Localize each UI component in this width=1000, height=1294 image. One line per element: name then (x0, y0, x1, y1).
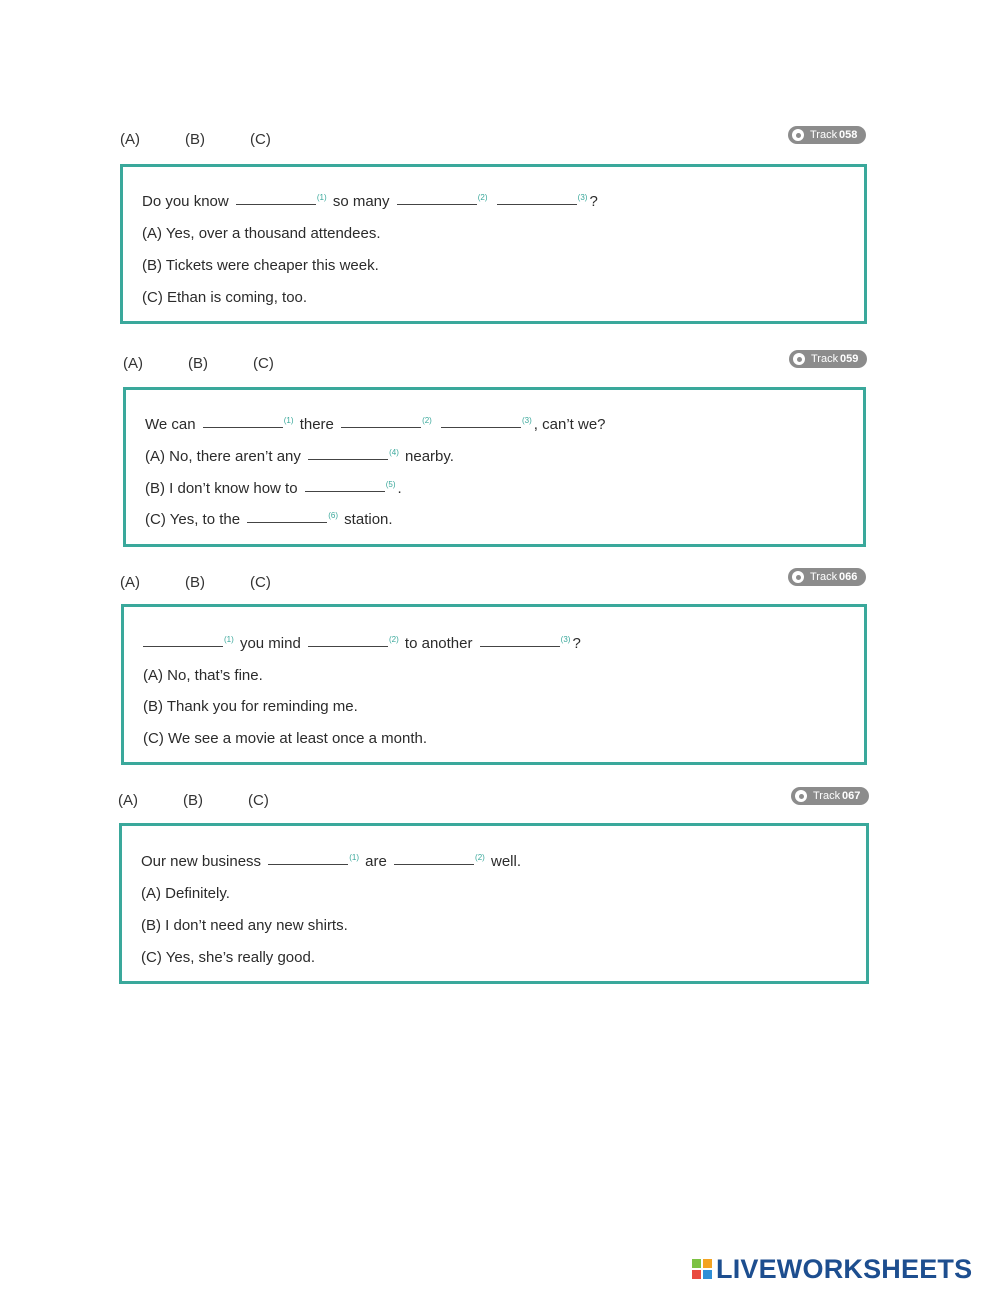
option-text: (A) No, there aren’t any (145, 448, 306, 465)
option-a-q4: (A) Definitely. (141, 885, 230, 902)
stem-text: , can’t we? (533, 416, 606, 433)
blank-field-3[interactable] (480, 645, 560, 647)
track-label: Track (810, 129, 838, 141)
blank-number: (1) (283, 416, 294, 425)
blank-field-1[interactable] (203, 426, 283, 428)
choice-a-q1[interactable]: (A) (120, 131, 140, 148)
track-badge-q2 (789, 350, 867, 368)
blank-field-1[interactable] (268, 863, 348, 865)
audio-disc-icon (793, 353, 805, 365)
track-label: Track (810, 571, 838, 583)
blank-field-1[interactable] (143, 645, 223, 647)
choice-b-q3[interactable]: (B) (185, 574, 205, 591)
question-box-q2 (123, 387, 866, 547)
blank-field-5[interactable] (305, 490, 385, 492)
option-b-q2 (145, 480, 402, 497)
track-number: 059 (840, 353, 859, 365)
blank-field-2[interactable] (394, 863, 474, 865)
stem-text: ? (572, 635, 581, 652)
choice-a-q3[interactable]: (A) (120, 574, 140, 591)
answer-choices-q3 (120, 574, 320, 598)
track-number: 058 (839, 129, 858, 141)
track-badge-q3 (788, 568, 866, 586)
stem-text: ? (589, 193, 598, 210)
question-box-q3 (121, 604, 867, 765)
blank-number: (1) (316, 193, 327, 202)
choice-c-q1[interactable]: (C) (250, 131, 271, 148)
blank-number: (1) (349, 853, 360, 862)
blank-field-3[interactable] (497, 203, 577, 205)
option-b-q4: (B) I don’t need any new shirts. (141, 917, 348, 934)
stem-text: Our new business (141, 853, 266, 870)
stem-text: so many (328, 193, 394, 210)
blank-number: (2) (422, 416, 432, 425)
logo-wordmark: LIVEWORKSHEETS (716, 1254, 973, 1284)
stem-text: there (295, 416, 339, 433)
live-grid-icon (692, 1259, 712, 1279)
blank-number: (6) (328, 511, 339, 520)
option-c-q2 (145, 511, 393, 528)
option-c-q4: (C) Yes, she’s really good. (141, 949, 315, 966)
option-c-q3: (C) We see a movie at least once a month. (143, 730, 428, 747)
stem-text: We can (145, 416, 200, 433)
choice-c-q3[interactable]: (C) (250, 574, 271, 591)
question-stem-q3 (143, 635, 581, 652)
question-stem-q1 (142, 193, 598, 210)
track-label: Track (813, 790, 841, 802)
blank-field-4[interactable] (308, 458, 388, 460)
blank-number: (2) (388, 635, 399, 644)
question-stem-q2 (145, 416, 606, 433)
blank-field-2[interactable] (397, 203, 477, 205)
audio-disc-icon (792, 129, 804, 141)
blank-number: (2) (477, 193, 488, 202)
stem-text (434, 416, 438, 433)
option-a-q1: (A) Yes, over a thousand attendees. (142, 225, 381, 242)
option-a-q2 (145, 448, 454, 465)
question-box-q1 (120, 164, 867, 324)
option-text: . (397, 480, 402, 497)
option-b-q1: (B) Tickets were cheaper this week. (142, 257, 379, 274)
blank-field-2[interactable] (308, 645, 388, 647)
blank-field-3[interactable] (441, 426, 521, 428)
choice-a-q4[interactable]: (A) (118, 792, 138, 809)
answer-choices-q4 (118, 792, 318, 816)
track-badge-q4 (791, 787, 869, 805)
stem-text: you mind (235, 635, 305, 652)
track-number: 067 (842, 790, 861, 802)
track-badge-q1 (788, 126, 866, 144)
option-text: (C) Yes, to the (145, 511, 245, 528)
choice-c-q4[interactable]: (C) (248, 792, 269, 809)
choice-a-q2[interactable]: (A) (123, 355, 143, 372)
question-box-q4 (119, 823, 869, 984)
option-c-q1: (C) Ethan is coming, too. (142, 289, 308, 306)
option-text: station. (340, 511, 393, 528)
option-text: (B) I don’t know how to (145, 480, 302, 497)
stem-text (489, 193, 493, 210)
blank-number: (3) (577, 193, 588, 202)
stem-text: to another (400, 635, 477, 652)
blank-number: (3) (560, 635, 571, 644)
choice-b-q4[interactable]: (B) (183, 792, 203, 809)
stem-text: well. (486, 853, 521, 870)
track-label: Track (811, 353, 839, 365)
blank-number: (4) (389, 448, 399, 457)
question-stem-q4 (141, 853, 521, 870)
choice-c-q2[interactable]: (C) (253, 355, 274, 372)
blank-field-2[interactable] (341, 426, 421, 428)
blank-number: (1) (224, 635, 234, 644)
answer-choices-q2 (123, 355, 323, 379)
option-text: nearby. (400, 448, 454, 465)
stem-text: are (361, 853, 392, 870)
option-a-q3: (A) No, that’s fine. (143, 667, 263, 684)
choice-b-q1[interactable]: (B) (185, 131, 205, 148)
audio-disc-icon (795, 790, 807, 802)
blank-field-1[interactable] (236, 203, 316, 205)
option-b-q3: (B) Thank you for reminding me. (143, 698, 358, 715)
stem-text: Do you know (142, 193, 233, 210)
blank-number: (2) (475, 853, 485, 862)
blank-field-6[interactable] (247, 521, 327, 523)
answer-choices-q1 (120, 131, 320, 155)
blank-number: (3) (522, 416, 532, 425)
blank-number: (5) (385, 480, 396, 489)
track-number: 066 (839, 571, 858, 583)
audio-disc-icon (792, 571, 804, 583)
choice-b-q2[interactable]: (B) (188, 355, 208, 372)
